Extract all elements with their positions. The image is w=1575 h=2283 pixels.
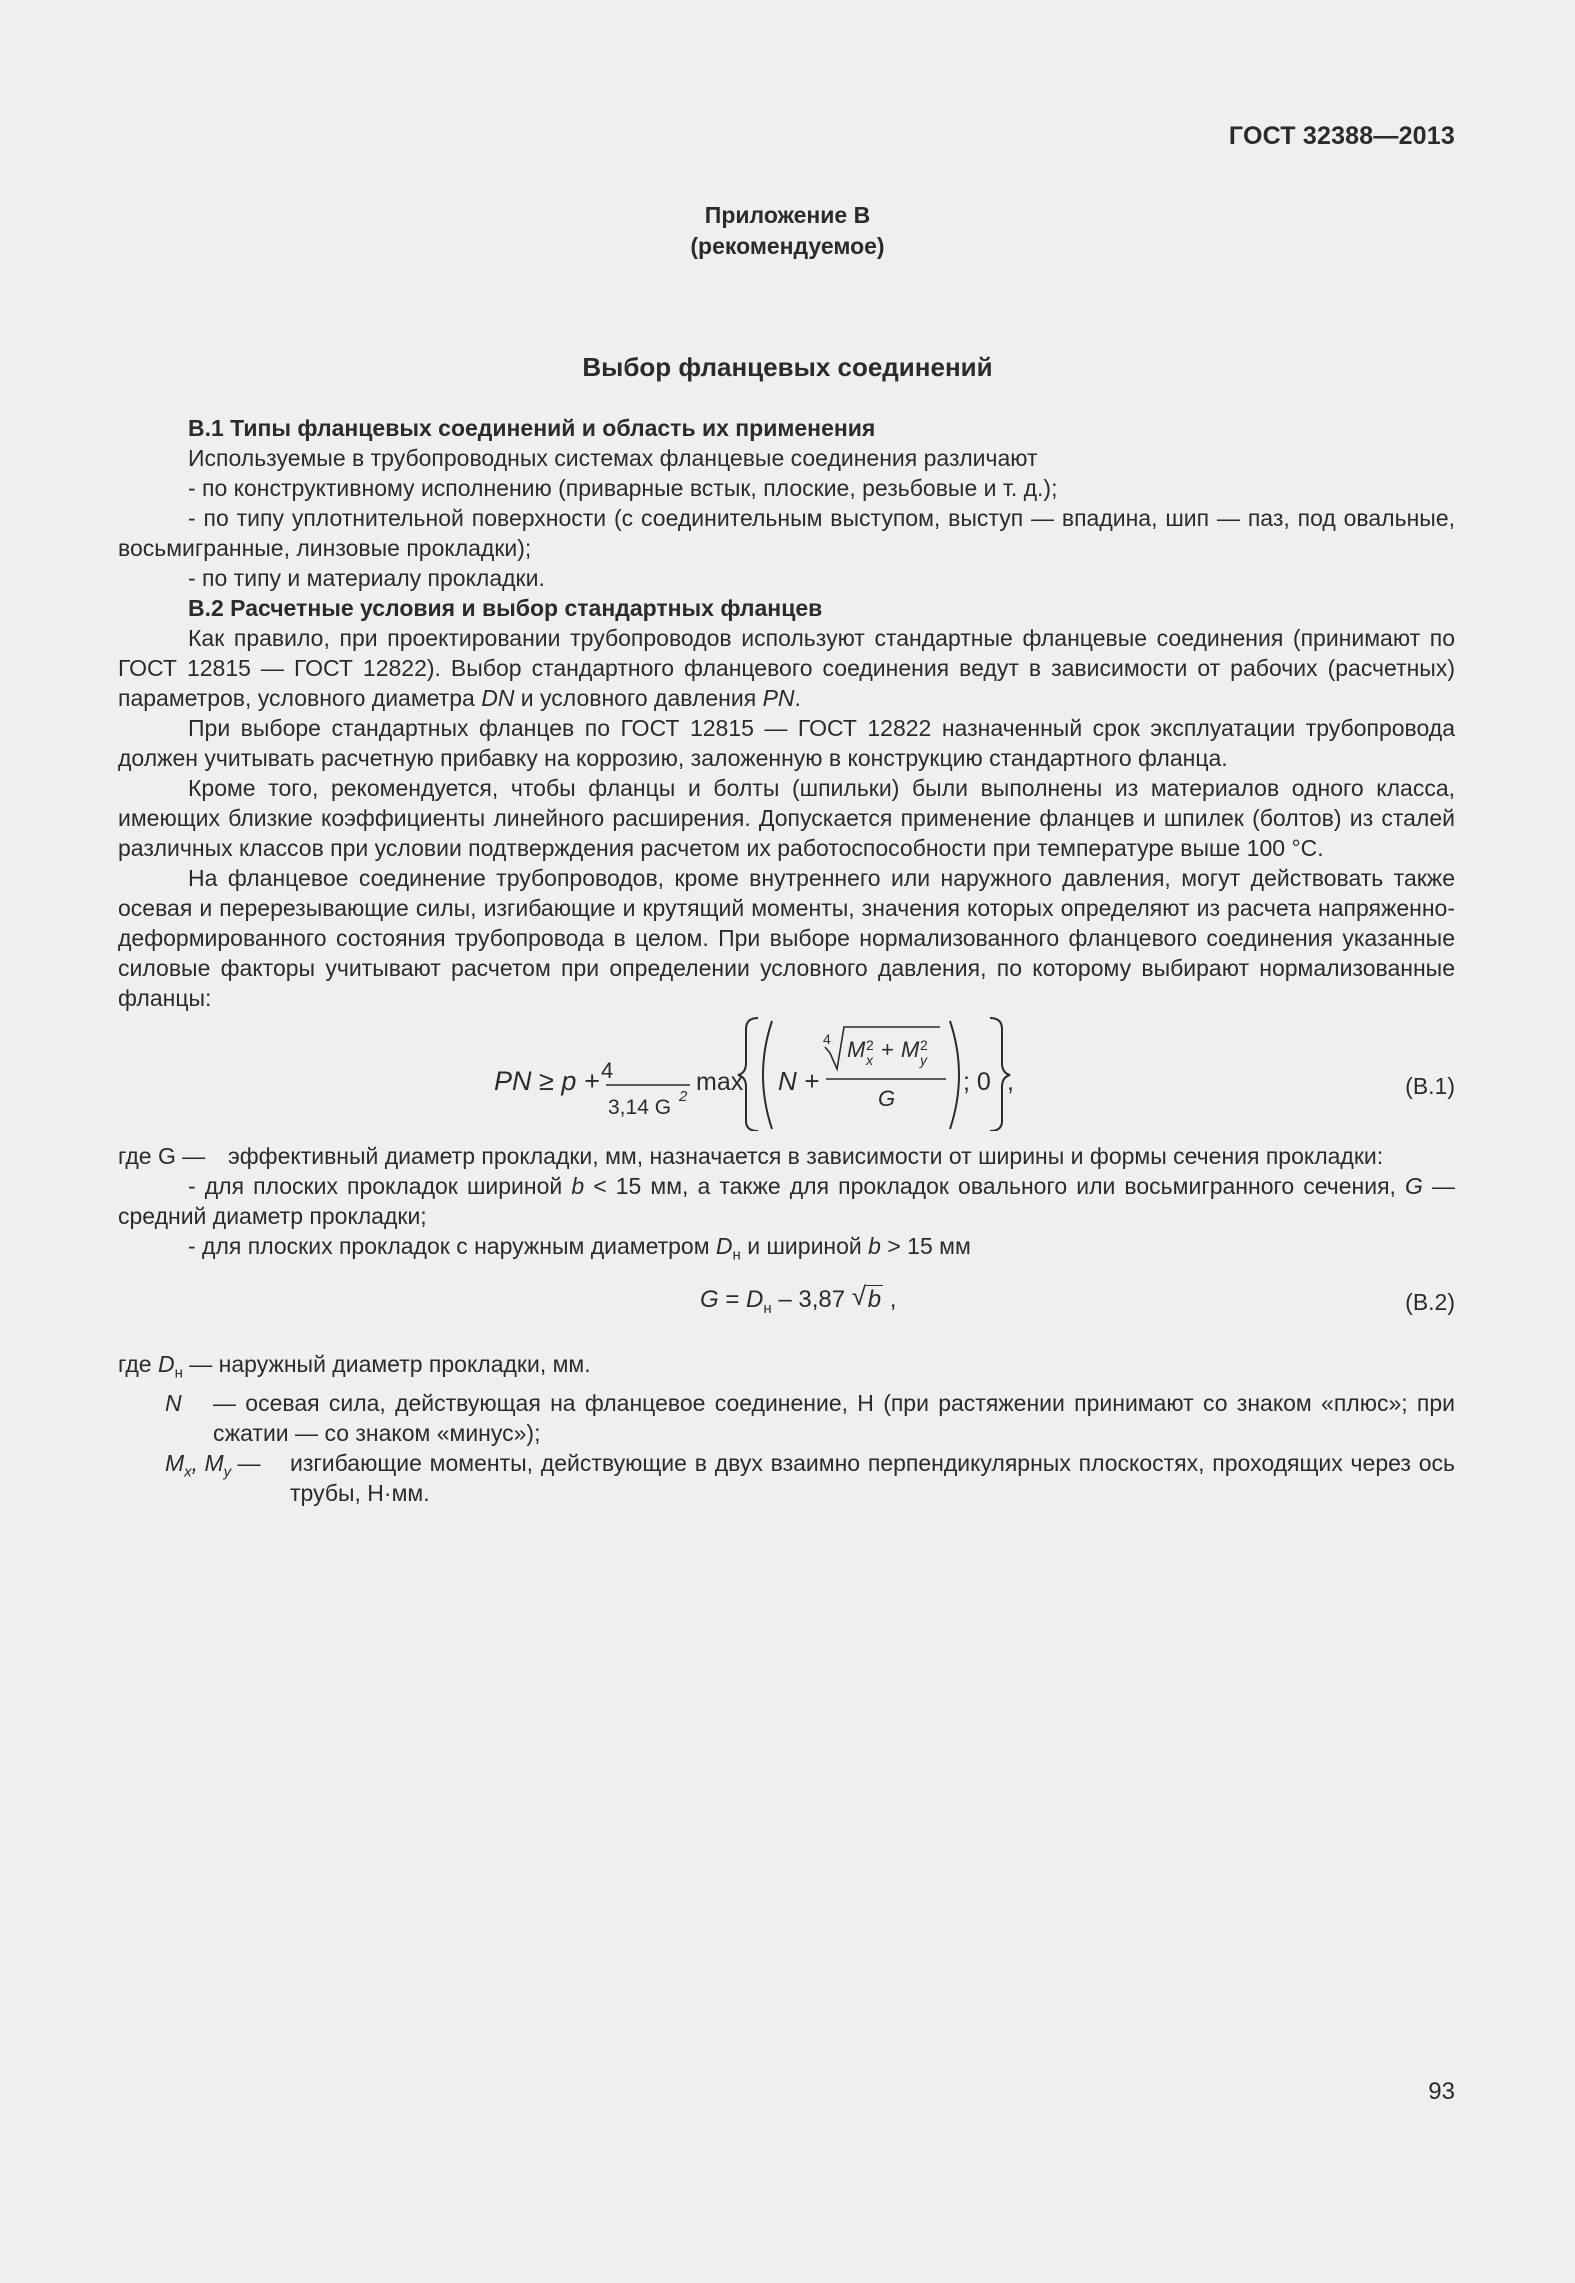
formula-b2-expression: $G = D_н - 3,87$ √ b ,	[700, 1280, 897, 1317]
square-root: √ b	[851, 1280, 882, 1313]
paragraph: Используемые в трубопроводных системах фланцевые соединения различают	[188, 445, 1038, 471]
formula-lhs: PN ≥ p +	[494, 1066, 600, 1096]
paragraph: На фланцевое соединение трубопроводов, кроме внутреннего или наружного давления, могут действовать также осевая и перерезывающие силы, изгибающие и крутящий моменты, значения которых определяют из расчета напряженно-деформированного состояния трубопровода в целом. При выборе нормализованного фланцевого соединения указанные силовые факторы учитывают расчетом при определении условного давления, по которому выбирают нормализованные фланцы:	[118, 865, 1455, 1011]
formula-tail: ; 0	[963, 1068, 991, 1096]
document-code: ГОСТ 32388—2013	[1228, 122, 1455, 150]
where-clause	[118, 1141, 1455, 1171]
formula-den-exp: 2	[679, 1088, 688, 1105]
svg-text:2: 2	[920, 1037, 928, 1053]
formula-b1-graphic	[118, 1013, 1455, 1131]
formula-b2	[118, 1271, 1455, 1349]
section-heading: В.2 Расчетные условия и выбор стандартных фланцев	[188, 595, 823, 621]
list-item: - для плоских прокладок шириной b < 15 мм, а также для прокладок овального или восьмигранного сечения, G — средний диаметр прокладки;	[118, 1173, 1456, 1229]
svg-text:x: x	[866, 1052, 873, 1068]
formula-n-plus: N +	[778, 1066, 820, 1096]
section-heading: В.1 Типы фланцевых соединений и область их применения	[188, 415, 876, 441]
where-label: где G —	[118, 1143, 206, 1169]
equation-number: (В.1)	[1405, 1073, 1455, 1099]
where-text: эффективный диаметр прокладки, мм, назначается в зависимости от ширины и формы сечения прокладки:	[228, 1143, 1384, 1169]
page-title: Выбор фланцевых соединений	[582, 352, 993, 382]
annex-heading	[0, 200, 1575, 262]
where-d: где $D_н$ — наружный диаметр прокладки, мм.	[118, 1350, 591, 1382]
svg-text:2: 2	[866, 1037, 874, 1053]
where-m-label: $M_x$, $M_y$ —	[165, 1450, 261, 1481]
list-item: - для плоских прокладок с наружным диаметром $D_н$ и шириной b > 15 мм	[188, 1233, 971, 1264]
equation-number: (В.2)	[1405, 1288, 1455, 1315]
annex-status: (рекомендуемое)	[690, 233, 885, 259]
list-item: - по типу и материалу прокладки.	[188, 565, 545, 591]
formula-root-index: 4	[823, 1031, 831, 1047]
svg-text:y: y	[920, 1052, 927, 1068]
paragraph: Кроме того, рекомендуется, чтобы фланцы и болты (шпильки) были выполнены из материалов одного класса, имеющих близкие коэффициенты линейного расширения. Допускается применение фланцев и шпилек (болтов) из сталей различных классов при условии подтверждения расчетом их работоспособности при температуре выше 100 °С.	[118, 775, 1455, 861]
where-m	[118, 1448, 1455, 1508]
formula-b1	[118, 1013, 1455, 1131]
formula-numerator: 4	[601, 1058, 614, 1083]
list-item: - по конструктивному исполнению (приварные встык, плоские, резьбовые и т. д.);	[188, 475, 1058, 501]
list-item: - по типу уплотнительной поверхности (с соединительным выступом, выступ — впадина, шип — паз, под овальные, восьмигранные, линзовые прокладки);	[118, 505, 1455, 561]
annex-title: Приложение В	[704, 202, 871, 228]
formula-denominator: 3,14 G	[608, 1096, 672, 1119]
where-n	[118, 1388, 1455, 1448]
document-body	[118, 413, 1455, 1508]
svg-text:+: +	[881, 1037, 894, 1062]
where-m-text: изгибающие моменты, действующие в двух взаимно перпендикулярных плоскостях, проходящих через ось трубы, Н·мм.	[290, 1450, 1455, 1507]
page-number: 93	[1428, 2078, 1455, 2105]
where-n-label: N	[165, 1390, 182, 1417]
svg-text:,: ,	[1007, 1068, 1014, 1096]
formula-g: G	[878, 1086, 896, 1111]
where-n-text: — осевая сила, действующая на фланцевое соединение, Н (при растяжении принимают со знаком «плюс»; при сжатии — со знаком «минус»);	[213, 1390, 1455, 1447]
formula-mx: M	[847, 1037, 866, 1062]
paragraph: При выборе стандартных фланцев по ГОСТ 12815 — ГОСТ 12822 назначенный срок эксплуатации трубопровода должен учитывать расчетную прибавку на коррозию, заложенную в конструкцию стандартного фланца.	[118, 715, 1455, 771]
formula-max: max	[696, 1068, 744, 1096]
formula-my: M	[901, 1037, 920, 1062]
paragraph: Как правило, при проектировании трубопроводов используют стандартные фланцевые соединения (принимают по ГОСТ 12815 — ГОСТ 12822). Выбор стандартного фланцевого соединения ведут в зависимости от рабочих (расчетных) параметров, условного диаметра DN и условного давления PN.	[118, 625, 1455, 711]
